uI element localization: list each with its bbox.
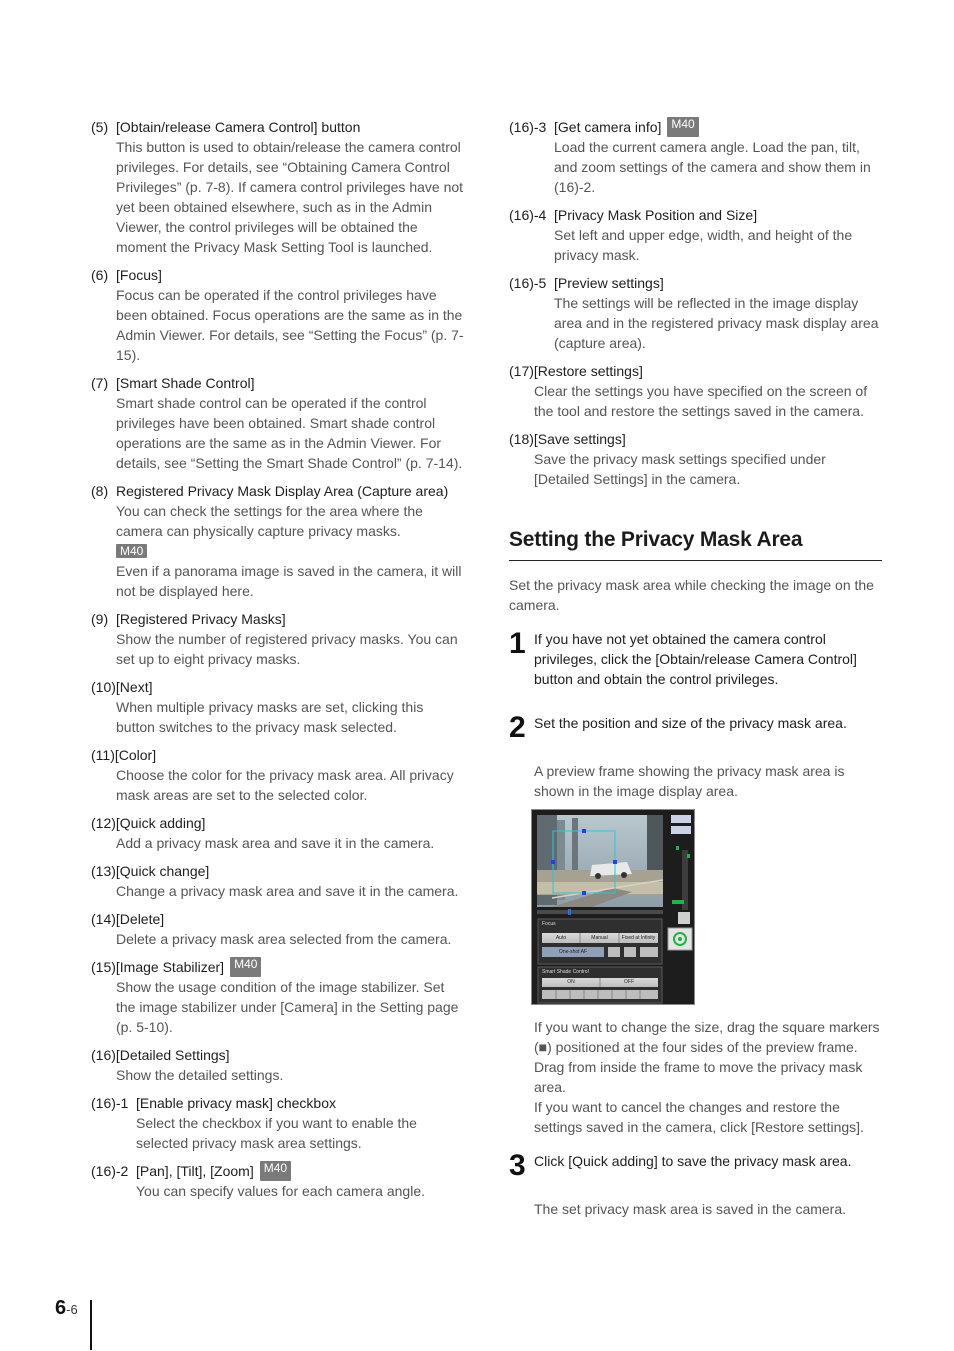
item-title: [Image Stabilizer] bbox=[115, 959, 225, 975]
item-description: Show the detailed settings. bbox=[116, 1067, 284, 1083]
item-heading bbox=[91, 957, 466, 977]
item-title: [Preview settings] bbox=[554, 275, 664, 291]
shade-label: Smart Shade Control bbox=[542, 969, 589, 975]
item-description: Save the privacy mask settings specified under [Detailed Settings] in the camera. bbox=[534, 451, 826, 487]
item-heading bbox=[91, 609, 466, 629]
model-badge: M40 bbox=[667, 117, 698, 137]
item-number: (9) bbox=[91, 611, 109, 627]
item-16 bbox=[91, 1045, 466, 1085]
item-number: (15) bbox=[91, 959, 116, 975]
focus-manual-button[interactable]: Manual bbox=[591, 935, 608, 941]
item-number: (17) bbox=[509, 363, 534, 379]
item-description: Clear the settings you have specified on the screen of the tool and restore the settings saved in the camera. bbox=[534, 383, 868, 419]
item-description: Add a privacy mask area and save it in the camera. bbox=[116, 835, 435, 851]
shade-off-button[interactable]: OFF bbox=[624, 979, 634, 985]
item-title: [Next] bbox=[115, 679, 153, 695]
item-number: (16)-2 bbox=[91, 1163, 129, 1179]
item-heading bbox=[91, 745, 466, 765]
item-heading bbox=[91, 1045, 466, 1065]
privacy-mask-tool-screenshot bbox=[531, 809, 695, 1005]
item-title: [Smart Shade Control] bbox=[116, 375, 255, 391]
item-number: (11) bbox=[91, 747, 115, 763]
step-text: If you have not yet obtained the camera control privileges, click the [Obtain/release Camera Control] button and obtain the control privileges. bbox=[534, 631, 857, 687]
one-shot-af-button[interactable]: One-shot AF bbox=[558, 949, 588, 955]
item-number: (5) bbox=[91, 119, 109, 135]
item-heading bbox=[91, 373, 466, 393]
item-16-5 bbox=[509, 273, 884, 353]
shade-on-button[interactable]: ON bbox=[567, 979, 575, 985]
step-description: A preview frame showing the privacy mask area is shown in the image display area. bbox=[534, 763, 845, 799]
item-description: Load the current camera angle. Load the pan, tilt, and zoom settings of the camera and show them in (16)-2. bbox=[554, 139, 871, 195]
item-number: (10) bbox=[91, 679, 116, 695]
item-heading bbox=[91, 1161, 466, 1181]
item-title: [Pan], [Tilt], [Zoom] bbox=[136, 1163, 254, 1179]
item-description: Choose the color for the privacy mask area. All privacy mask areas are set to the selected color. bbox=[116, 767, 454, 803]
item-12 bbox=[91, 813, 466, 853]
item-title: [Restore settings] bbox=[533, 363, 643, 379]
item-description: Focus can be operated if the control privileges have been obtained. Focus operations are the same as in the Admin Viewer. For details, see “Setting the Focus” (p. 7-15). bbox=[116, 287, 464, 363]
item-number: (16) bbox=[91, 1047, 116, 1063]
item-18 bbox=[509, 429, 884, 489]
item-title: [Detailed Settings] bbox=[115, 1047, 230, 1063]
item-heading bbox=[91, 481, 466, 501]
item-description: Change a privacy mask area and save it in the camera. bbox=[116, 883, 459, 899]
item-heading bbox=[91, 861, 466, 881]
item-17 bbox=[509, 361, 884, 421]
page-number: 6-6 bbox=[55, 1297, 78, 1319]
item-number: (16)-1 bbox=[91, 1095, 129, 1111]
item-11 bbox=[91, 745, 466, 805]
item-description-extra: Even if a panorama image is saved in the camera, it will not be displayed here. bbox=[116, 563, 462, 599]
item-title: [Save settings] bbox=[533, 431, 626, 447]
item-number: (14) bbox=[91, 911, 116, 927]
item-heading bbox=[509, 205, 884, 225]
item-description: You can check the settings for the area where the camera can physically capture privacy masks. bbox=[116, 503, 423, 539]
focus-mode-buttons bbox=[542, 933, 658, 943]
item-9 bbox=[91, 609, 466, 669]
item-number: (16)-5 bbox=[509, 275, 547, 291]
restore-note: If you want to cancel the changes and restore the settings saved in the camera, click [Restore settings]. bbox=[534, 1099, 864, 1135]
item-heading bbox=[91, 677, 466, 697]
model-badge: M40 bbox=[260, 1161, 291, 1181]
model-badge: M40 bbox=[230, 957, 261, 977]
step-number: 1 bbox=[509, 627, 526, 660]
item-heading bbox=[91, 265, 466, 285]
item-description: Show the number of registered privacy masks. You can set up to eight privacy masks. bbox=[116, 631, 458, 667]
item-title: Registered Privacy Mask Display Area (Capture area) bbox=[116, 483, 449, 499]
item-number: (18) bbox=[509, 431, 534, 447]
item-heading bbox=[91, 909, 466, 929]
item-14 bbox=[91, 909, 466, 949]
item-title: [Quick adding] bbox=[115, 815, 206, 831]
item-heading bbox=[91, 813, 466, 833]
item-10 bbox=[91, 677, 466, 737]
item-number: (12) bbox=[91, 815, 116, 831]
item-number: (16)-3 bbox=[509, 119, 547, 135]
shade-buttons bbox=[542, 978, 658, 987]
model-badge-row bbox=[116, 541, 466, 561]
step-description: The set privacy mask area is saved in the camera. bbox=[534, 1201, 847, 1217]
item-15 bbox=[91, 957, 466, 1037]
model-badge: M40 bbox=[116, 544, 147, 558]
focus-auto-button[interactable]: Auto bbox=[555, 935, 567, 941]
item-description: The settings will be reflected in the image display area and in the registered privacy mask display area (capture area). bbox=[554, 295, 879, 351]
item-16-1 bbox=[91, 1093, 466, 1153]
item-description: Show the usage condition of the image stabilizer. Set the image stabilizer under [Camera] in the Setting page (p. 5-10). bbox=[116, 979, 459, 1035]
focus-label: Focus bbox=[542, 921, 556, 927]
step-3 bbox=[509, 1151, 884, 1219]
item-8 bbox=[91, 481, 466, 601]
item-number: (7) bbox=[91, 375, 109, 391]
item-title: [Color] bbox=[114, 747, 157, 763]
item-heading bbox=[509, 117, 884, 137]
item-heading bbox=[91, 117, 466, 137]
item-title: [Registered Privacy Masks] bbox=[116, 611, 286, 627]
focus-infinity-button[interactable]: Fixed at Infinity bbox=[621, 935, 656, 941]
item-7 bbox=[91, 373, 466, 473]
item-number: (13) bbox=[91, 863, 116, 879]
item-description: Select the checkbox if you want to enable the selected privacy mask area settings. bbox=[136, 1115, 417, 1151]
resize-note: If you want to change the size, drag the square markers (■) positioned at the four sides of the preview frame. Drag from inside the frame to move the privacy mask area. bbox=[534, 1019, 880, 1095]
item-title: [Enable privacy mask] checkbox bbox=[136, 1095, 336, 1111]
item-description: Smart shade control can be operated if the control privileges have been obtained. Smart shade control operations are the same as in the Admin Viewer. For details, see “Setting the Smart Shade Control” (p. 7-14). bbox=[116, 395, 463, 471]
right-column bbox=[509, 117, 884, 497]
item-title: [Get camera info] bbox=[554, 119, 662, 135]
item-description: This button is used to obtain/release the camera control privileges. For details, see “Obtaining Camera Control Privileges” (p. 7-8). If camera control privileges have not yet been obtained elsewhere, such as in the Admin Viewer, the control privileges will be obtained the moment the Privacy Mask Setting Tool is launched. bbox=[116, 139, 464, 255]
item-description: Set left and upper edge, width, and height of the privacy mask. bbox=[554, 227, 853, 263]
footer-divider bbox=[90, 1300, 92, 1350]
step-2 bbox=[509, 713, 884, 801]
step-text: Click [Quick adding] to save the privacy mask area. bbox=[534, 1153, 852, 1169]
step-1 bbox=[509, 629, 884, 689]
item-heading bbox=[91, 1093, 466, 1113]
item-heading bbox=[509, 361, 884, 381]
item-description: Delete a privacy mask area selected from the camera. bbox=[116, 931, 452, 947]
item-title: [Focus] bbox=[116, 267, 162, 283]
item-title: [Privacy Mask Position and Size] bbox=[554, 207, 758, 223]
item-heading bbox=[509, 273, 884, 293]
item-description: You can specify values for each camera angle. bbox=[136, 1183, 425, 1199]
left-column bbox=[91, 117, 466, 1209]
item-16-4 bbox=[509, 205, 884, 265]
step-number: 3 bbox=[509, 1149, 526, 1182]
item-16-2 bbox=[91, 1161, 466, 1201]
section-intro: Set the privacy mask area while checking the image on the camera. bbox=[509, 577, 874, 613]
item-description: When multiple privacy masks are set, clicking this button switches to the privacy mask selected. bbox=[116, 699, 424, 735]
item-number: (6) bbox=[91, 267, 109, 283]
item-16-3 bbox=[509, 117, 884, 197]
item-5 bbox=[91, 117, 466, 257]
item-title: [Quick change] bbox=[115, 863, 210, 879]
step-text: Set the position and size of the privacy mask area. bbox=[534, 715, 847, 731]
item-heading bbox=[509, 429, 884, 449]
item-title: [Delete] bbox=[115, 911, 165, 927]
step-number: 2 bbox=[509, 711, 526, 744]
item-6 bbox=[91, 265, 466, 365]
step-2-notes bbox=[509, 1017, 884, 1137]
section-title: Setting the Privacy Mask Area bbox=[509, 528, 882, 561]
item-number: (16)-4 bbox=[509, 207, 547, 223]
item-title: [Obtain/release Camera Control] button bbox=[116, 119, 361, 135]
item-number: (8) bbox=[91, 483, 109, 499]
item-13 bbox=[91, 861, 466, 901]
